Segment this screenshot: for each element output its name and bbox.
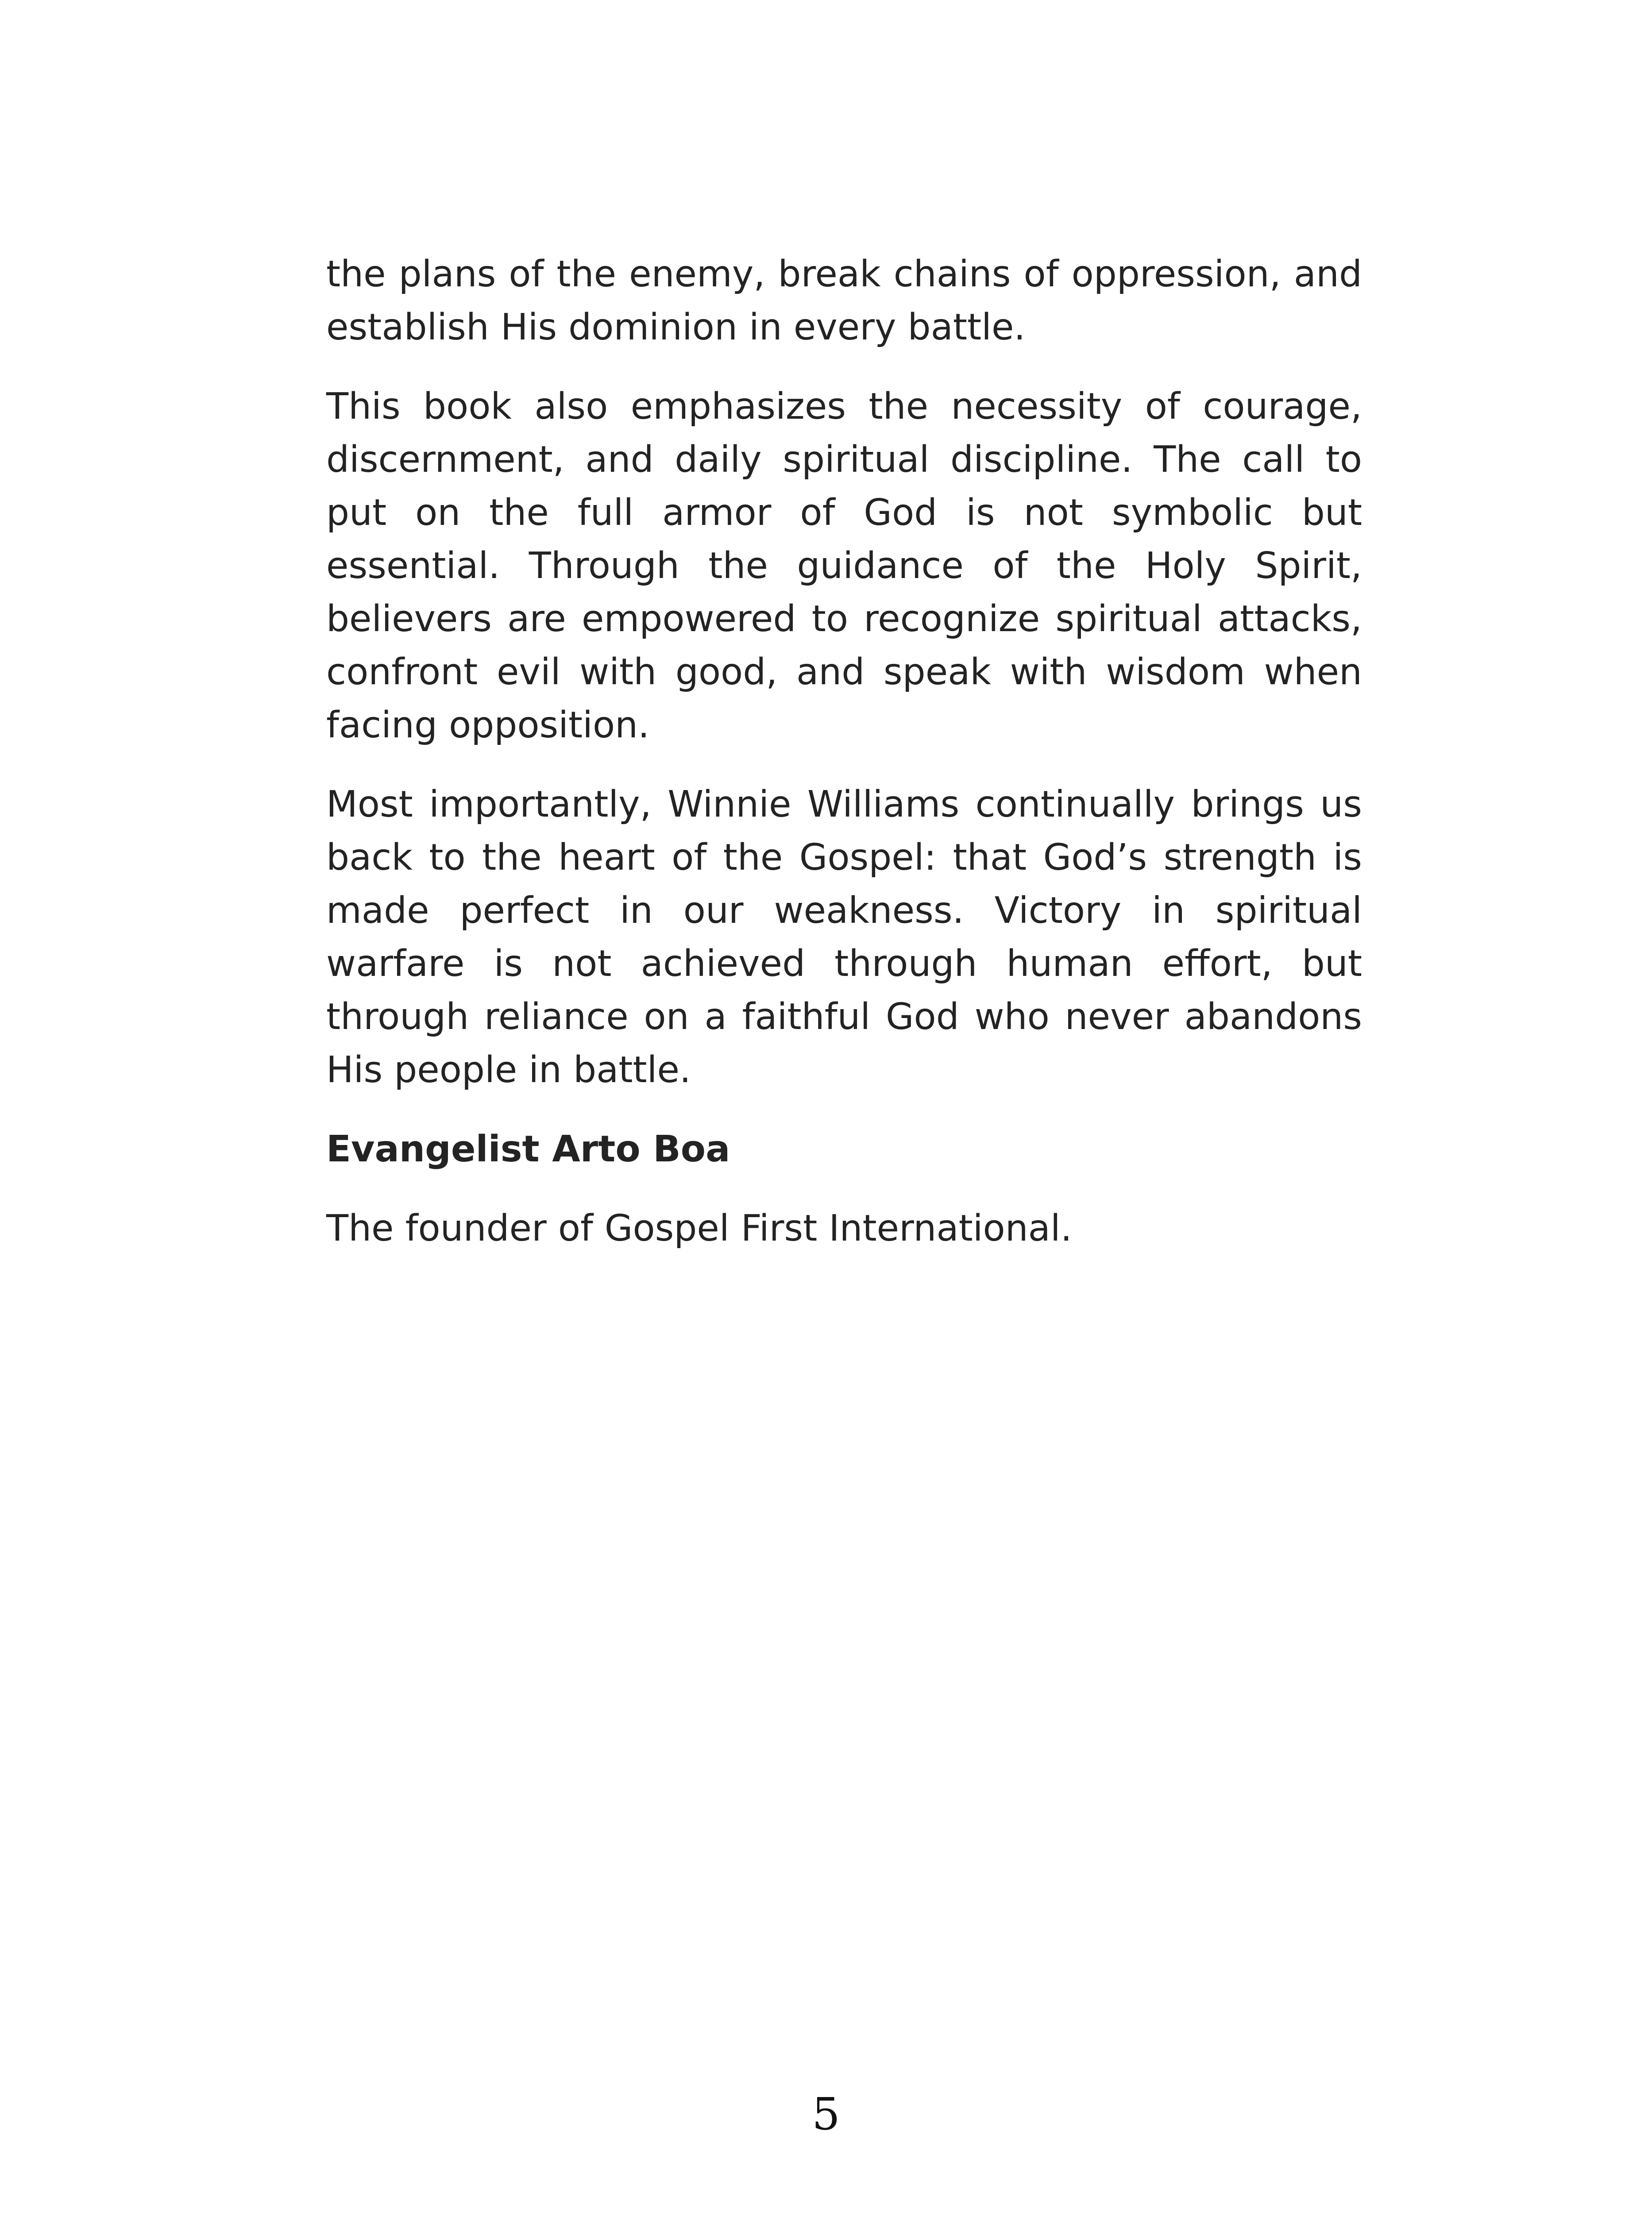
signature-role: The founder of Gospel First International. [326, 1207, 1072, 1249]
paragraph-gospel-heart: Most importantly, Winnie Williams continually brings us back to the heart of the Gospel: that God’s strength is made perfect in our weakness. Victory in spiritual warfare is not achieved through human effort, but through reliance on a faithful God who never abandons His people in battle. [326, 783, 1362, 1091]
page-number: 5 [812, 2088, 840, 2140]
foreword-text [326, 248, 1362, 1255]
signature-name: Evangelist Arto Boa [326, 1128, 730, 1170]
paragraph-continuation: the plans of the enemy, break chains of oppression, and establish His dominion in every battle. [326, 253, 1362, 348]
paragraph-courage-discernment: This book also emphasizes the necessity of courage, discernment, and daily spiritual discipline. The call to put on the full armor of God is not symbolic but essential. Through the guidance of the Holy Spirit, believers are empowered to recognize spiritual attacks, confront evil with good, and speak with wisdom when facing opposition. [326, 386, 1362, 746]
